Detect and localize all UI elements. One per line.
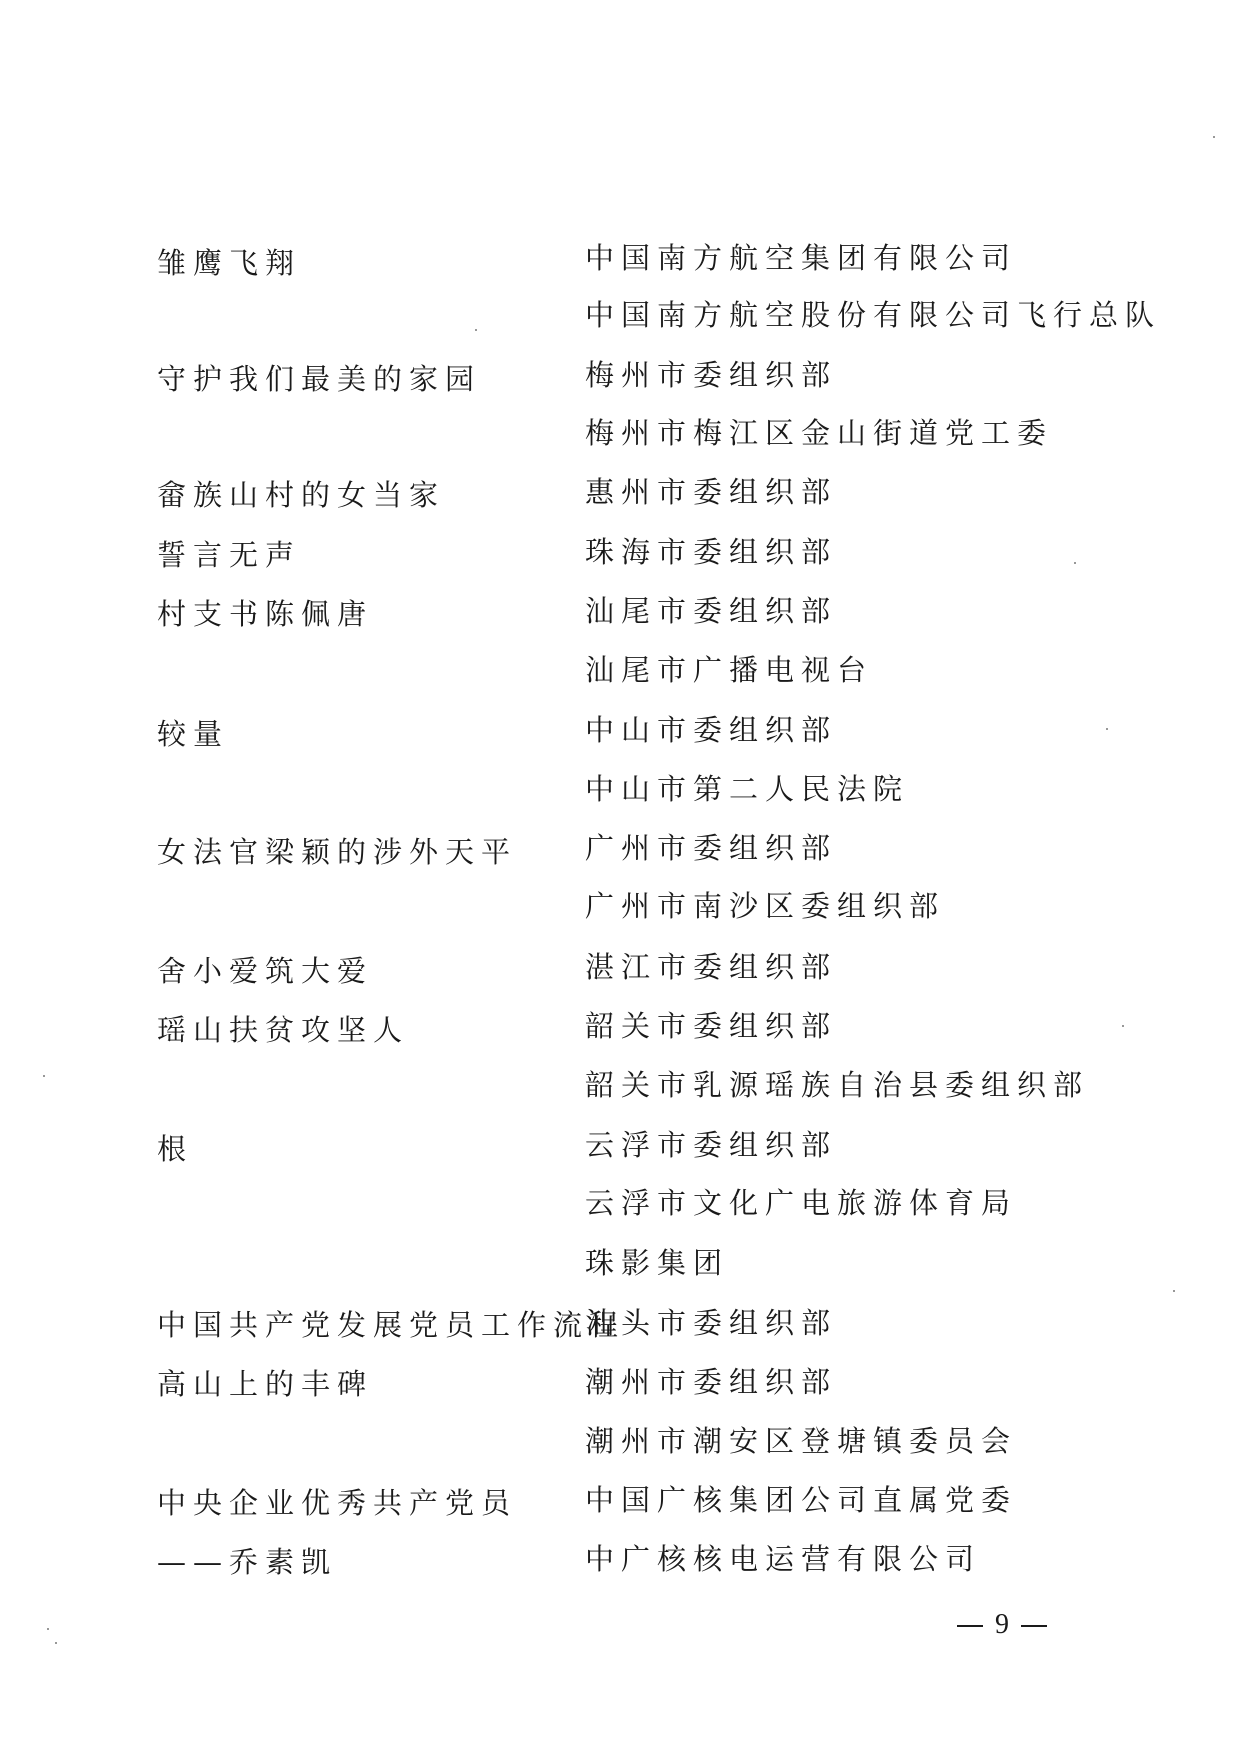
entry-org: 中国广核集团公司直属党委 (585, 1483, 1018, 1517)
entry-title: 高山上的丰碑 (157, 1367, 374, 1401)
entry-title: 守护我们最美的家园 (157, 362, 482, 396)
scan-speck (1213, 136, 1215, 138)
entry-org: 韶关市委组织部 (585, 1009, 838, 1043)
entry-org: 惠州市委组织部 (585, 475, 838, 509)
scan-speck (475, 329, 477, 331)
entry-org: 中国南方航空集团有限公司 (585, 241, 1018, 275)
entry-org: 珠海市委组织部 (585, 535, 838, 569)
entry-org: 中广核核电运营有限公司 (585, 1542, 982, 1576)
entry-title: 较量 (157, 717, 230, 751)
entry-org: 中国南方航空股份有限公司飞行总队 (585, 298, 1162, 332)
entry-org: 梅州市梅江区金山街道党工委 (585, 416, 1054, 450)
entry-org: 汕尾市委组织部 (585, 594, 838, 628)
scan-speck (47, 1628, 49, 1630)
entry-org: 汕尾市广播电视台 (585, 653, 874, 687)
entry-org: 中山市第二人民法院 (585, 772, 910, 806)
entry-title: ——乔素凯 (157, 1545, 338, 1579)
page-number-dash-right (1021, 1625, 1047, 1627)
page-number (945, 1608, 1059, 1641)
page-number-value: 9 (995, 1609, 1009, 1640)
entry-org: 韶关市乳源瑶族自治县委组织部 (585, 1068, 1090, 1102)
entry-org: 湛江市委组织部 (585, 950, 838, 984)
entry-title: 瑶山扶贫攻坚人 (157, 1013, 410, 1047)
page-number-dash-left (957, 1625, 983, 1627)
entry-title: 中央企业优秀共产党员 (157, 1486, 518, 1520)
entry-title: 舍小爱筑大爱 (157, 954, 374, 988)
entry-title: 誓言无声 (157, 538, 302, 572)
entry-title: 根 (157, 1132, 194, 1166)
entry-org: 梅州市委组织部 (585, 358, 838, 392)
scan-speck (43, 1075, 45, 1077)
scan-speck (1074, 562, 1076, 564)
entry-org: 中山市委组织部 (585, 713, 838, 747)
entry-org: 汕头市委组织部 (585, 1306, 838, 1340)
entry-org: 广州市南沙区委组织部 (585, 889, 946, 923)
scan-speck (55, 1642, 57, 1644)
entry-title: 雏鹰飞翔 (157, 246, 302, 280)
entry-org: 潮州市潮安区登塘镇委员会 (585, 1424, 1018, 1458)
entry-title: 中国共产党发展党员工作流程 (157, 1308, 626, 1342)
scan-speck (1106, 728, 1108, 730)
entry-title: 女法官梁颖的涉外天平 (157, 835, 518, 869)
scan-speck (1122, 1025, 1124, 1027)
entry-org: 潮州市委组织部 (585, 1365, 838, 1399)
entry-org: 珠影集团 (585, 1246, 730, 1280)
scan-speck (1173, 1290, 1175, 1292)
entry-org: 云浮市委组织部 (585, 1128, 838, 1162)
entry-title: 村支书陈佩唐 (157, 597, 374, 631)
entry-title: 畲族山村的女当家 (157, 478, 446, 512)
entry-org: 云浮市文化广电旅游体育局 (585, 1186, 1018, 1220)
entry-org: 广州市委组织部 (585, 831, 838, 865)
